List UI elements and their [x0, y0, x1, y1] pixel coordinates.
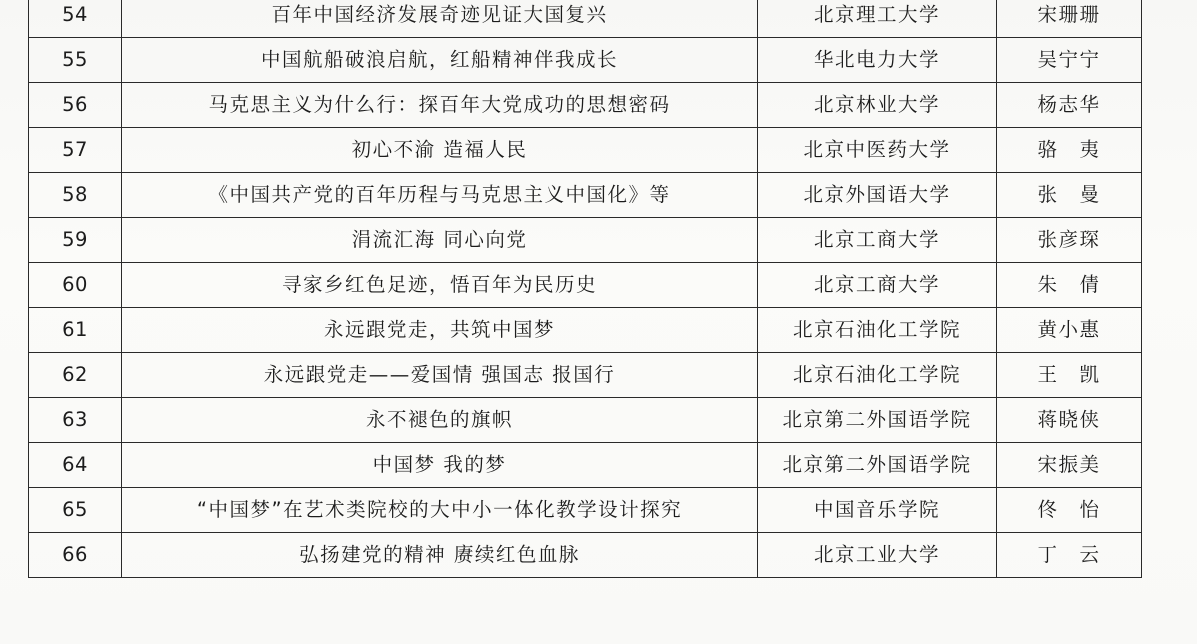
- person-name-cell: 张 曼: [997, 173, 1142, 218]
- row-number-cell: 55: [29, 38, 122, 83]
- row-number-cell: 57: [29, 128, 122, 173]
- person-name-cell: 宋振美: [997, 443, 1142, 488]
- school-name-cell: 北京外国语大学: [758, 173, 997, 218]
- person-name-cell: 王 凯: [997, 353, 1142, 398]
- person-name-cell: 丁 云: [997, 533, 1142, 578]
- table-row: [29, 0, 1142, 38]
- row-number-cell: 62: [29, 353, 122, 398]
- project-title-cell: 《中国共产党的百年历程与马克思主义中国化》等: [122, 173, 758, 218]
- school-name-cell: 北京林业大学: [758, 83, 997, 128]
- table-row: [29, 443, 1142, 488]
- project-title-cell: 永远跟党走——爱国情 强国志 报国行: [122, 353, 758, 398]
- project-title-cell: “中国梦”在艺术类院校的大中小一体化教学设计探究: [122, 488, 758, 533]
- row-number-cell: 65: [29, 488, 122, 533]
- person-name-cell: 张彦琛: [997, 218, 1142, 263]
- table-row: [29, 38, 1142, 83]
- project-title-cell: 中国梦 我的梦: [122, 443, 758, 488]
- project-title-cell: 弘扬建党的精神 赓续红色血脉: [122, 533, 758, 578]
- school-name-cell: 北京石油化工学院: [758, 308, 997, 353]
- school-name-cell: 北京第二外国语学院: [758, 443, 997, 488]
- person-name-cell: 黄小惠: [997, 308, 1142, 353]
- project-title-cell: 涓流汇海 同心向党: [122, 218, 758, 263]
- project-title-cell: 百年中国经济发展奇迹见证大国复兴: [122, 0, 758, 38]
- person-name-cell: 蒋晓侠: [997, 398, 1142, 443]
- table-row: [29, 83, 1142, 128]
- school-name-cell: 北京工商大学: [758, 263, 997, 308]
- table-row: [29, 533, 1142, 578]
- row-number-cell: 54: [29, 0, 122, 38]
- school-name-cell: 中国音乐学院: [758, 488, 997, 533]
- school-name-cell: 北京石油化工学院: [758, 353, 997, 398]
- row-number-cell: 61: [29, 308, 122, 353]
- school-name-cell: 北京理工大学: [758, 0, 997, 38]
- row-number-cell: 58: [29, 173, 122, 218]
- school-name-cell: 北京工商大学: [758, 218, 997, 263]
- table-row: [29, 173, 1142, 218]
- person-name-cell: 骆 夷: [997, 128, 1142, 173]
- table-row: [29, 488, 1142, 533]
- table-row: [29, 308, 1142, 353]
- table-row: [29, 218, 1142, 263]
- row-number-cell: 63: [29, 398, 122, 443]
- person-name-cell: 佟 怡: [997, 488, 1142, 533]
- person-name-cell: 朱 倩: [997, 263, 1142, 308]
- records-table: [28, 0, 1142, 578]
- person-name-cell: 吴宁宁: [997, 38, 1142, 83]
- table-row: [29, 353, 1142, 398]
- school-name-cell: 北京中医药大学: [758, 128, 997, 173]
- row-number-cell: 66: [29, 533, 122, 578]
- row-number-cell: 60: [29, 263, 122, 308]
- row-number-cell: 64: [29, 443, 122, 488]
- records-table-body: [29, 0, 1142, 578]
- person-name-cell: 宋珊珊: [997, 0, 1142, 38]
- table-row: [29, 263, 1142, 308]
- school-name-cell: 华北电力大学: [758, 38, 997, 83]
- row-number-cell: 59: [29, 218, 122, 263]
- table-row: [29, 128, 1142, 173]
- project-title-cell: 中国航船破浪启航，红船精神伴我成长: [122, 38, 758, 83]
- school-name-cell: 北京工业大学: [758, 533, 997, 578]
- table-row: [29, 398, 1142, 443]
- project-title-cell: 马克思主义为什么行：探百年大党成功的思想密码: [122, 83, 758, 128]
- school-name-cell: 北京第二外国语学院: [758, 398, 997, 443]
- row-number-cell: 56: [29, 83, 122, 128]
- person-name-cell: 杨志华: [997, 83, 1142, 128]
- project-title-cell: 初心不渝 造福人民: [122, 128, 758, 173]
- project-title-cell: 永不褪色的旗帜: [122, 398, 758, 443]
- project-title-cell: 寻家乡红色足迹，悟百年为民历史: [122, 263, 758, 308]
- project-title-cell: 永远跟党走，共筑中国梦: [122, 308, 758, 353]
